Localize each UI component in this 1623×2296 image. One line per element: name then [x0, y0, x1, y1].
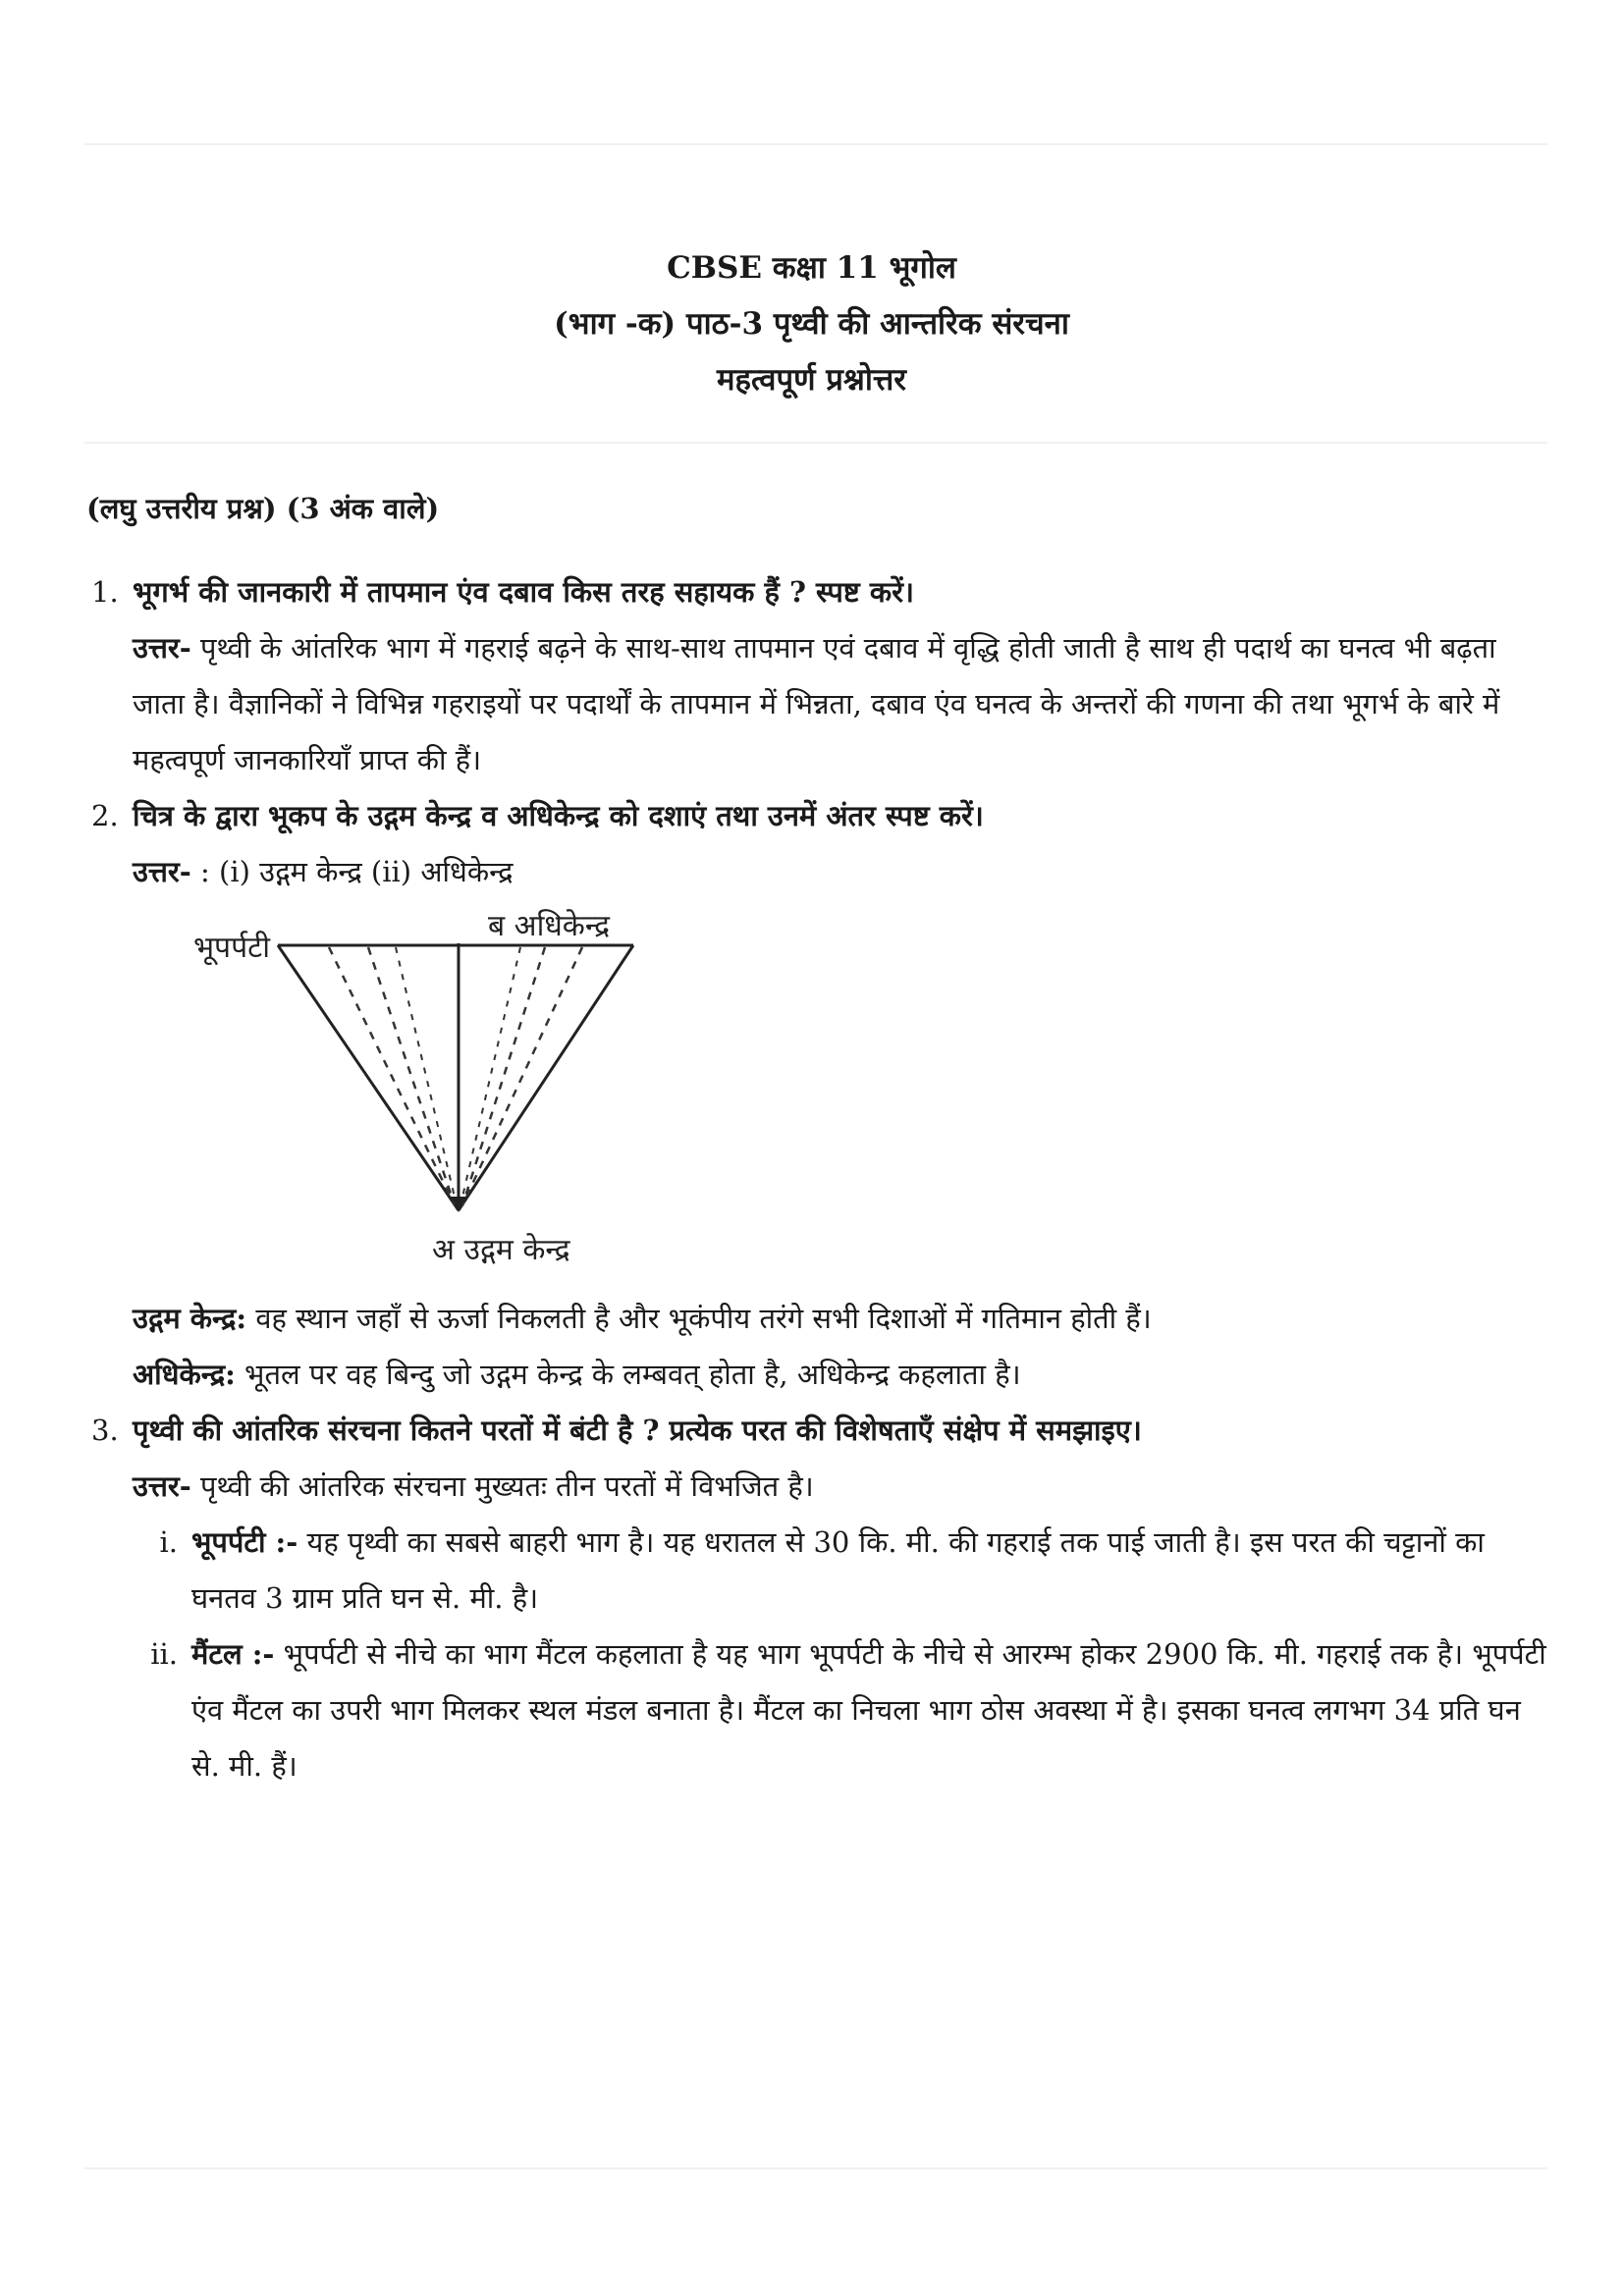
question-number: 1. — [91, 575, 119, 609]
answer-text: पृथ्वी के आंतरिक भाग में गहराई बढ़ने के साथ-साथ तापमान एवं दबाव में वृद्धि होती जाती है साथ ही पदार्थ का घनत्व भी बढ़ता जाता है। वैज्ञानिकों ने विभिन्न गहराइयों पर पदार्थों के तापमान में भिन्नता, दबाव एंव घनत्व के अन्तरों की गणना की तथा भूगर्भ के बारे में महत्वपूर्ण जानकारियाँ प्राप्त की हैं। — [133, 631, 1500, 776]
definition-label: अधिकेन्द्र: — [133, 1358, 236, 1391]
wave-left-outer — [278, 945, 459, 1210]
answer-label: उत्तर- — [133, 631, 191, 665]
label-surface: भूपर्पटी — [192, 931, 270, 965]
document-body — [86, 481, 1549, 1794]
layer-crust — [133, 1515, 1549, 1627]
layer-title: मैंटल :- — [191, 1637, 275, 1671]
question-1 — [86, 564, 1549, 788]
header-line-1: CBSE कक्षा 11 भूगोल — [667, 250, 956, 286]
question-text: पृथ्वी की आंतरिक संरचना कितने परतों में बंटी है ? प्रत्येक परत की विशेषताएँ संक्षेप में समझाइए। — [133, 1414, 1142, 1447]
wave-right-outer — [459, 945, 633, 1210]
focus-epicentre-figure — [133, 906, 722, 1289]
layer-title: भूपर्पटी :- — [191, 1525, 298, 1559]
header-line-2: (भाग -क) पाठ-3 पृथ्वी की आन्तरिक संरचना — [554, 306, 1069, 342]
definition-epicentre — [133, 1347, 1549, 1403]
answer-text: : (i) उद्गम केन्द्र (ii) अधिकेन्द्र — [190, 855, 514, 888]
header-divider — [84, 442, 1547, 444]
earthquake-diagram — [133, 906, 722, 1289]
label-epicentre: ब अधिकेन्द्र — [488, 909, 611, 943]
section-label: (लघु उत्तरीय प्रश्न) (3 अंक वाले) — [86, 492, 440, 525]
question-text: चित्र के द्वारा भूकप के उद्गम केन्द्र व अधिकेन्द्र को दशाएं तथा उनमें अंतर स्पष्ट करें। — [133, 799, 984, 832]
wave-right-dash-1 — [462, 947, 582, 1205]
answer-label: उत्तर- — [133, 855, 191, 888]
definition-text: वह स्थान जहाँ से ऊर्जा निकलती है और भूकंपीय तरंगे सभी दिशाओं में गतिमान होती हैं। — [246, 1302, 1152, 1335]
answer — [133, 844, 1549, 900]
answer — [133, 1459, 1549, 1515]
question-3 — [86, 1403, 1549, 1794]
answer — [133, 620, 1549, 788]
wave-left-dash-3 — [396, 947, 457, 1205]
label-focus: अ उद्गम केन्द्र — [432, 1233, 570, 1267]
wave-left-dash-2 — [368, 947, 455, 1205]
header-line-3: महत्वपूर्ण प्रश्नोत्तर — [717, 362, 906, 398]
document-header — [0, 240, 1623, 408]
layer-mantle — [133, 1627, 1549, 1794]
layer-number: ii. — [150, 1637, 178, 1671]
wave-left-dash-1 — [329, 947, 455, 1205]
definition-label: उद्गम केन्द्र: — [133, 1302, 247, 1335]
wave-right-dash-2 — [462, 947, 545, 1205]
question-number: 2. — [91, 799, 119, 832]
answer-text: पृथ्वी की आंतरिक संरचना मुख्यतः तीन परतों में विभजित है। — [190, 1469, 814, 1503]
answer-label: उत्तर- — [133, 1469, 191, 1503]
question-2 — [86, 788, 1549, 1403]
question-text: भूगर्भ की जानकारी में तापमान एंव दबाव किस तरह सहायक हैं ? स्पष्ट करें। — [133, 575, 914, 609]
question-number: 3. — [91, 1414, 119, 1447]
definition-text: भूतल पर वह बिन्दु जो उद्गम केन्द्र के लम्बवत् होता है, अधिकेन्द्र कहलाता है। — [235, 1358, 1021, 1391]
wave-right-dash-3 — [460, 947, 520, 1205]
layer-text: यह पृथ्वी का सबसे बाहरी भाग है। यह धरातल से 30 कि. मी. की गहराई तक पाई जाती है। इस परत की चट्टानों का घनतव 3 ग्राम प्रति घन से. मी. है। — [191, 1525, 1485, 1615]
definition-focus — [133, 1291, 1549, 1347]
layer-number: i. — [159, 1525, 178, 1559]
layer-text: भूपर्पटी से नीचे का भाग मैंटल कहलाता है यह भाग भूपर्पटी के नीचे से आरम्भ होकर 2900 कि. मी. गहराई तक है। भूपर्पटी एंव मैंटल का उपरी भाग मिलकर स्थल मंडल बनाता है। मैंटल का निचला भाग ठोस अवस्था में है। इसका घनत्व लगभग 34 प्रति घन से. मी. हैं। — [191, 1637, 1546, 1783]
top-divider — [84, 143, 1547, 145]
bottom-divider — [84, 2167, 1547, 2169]
